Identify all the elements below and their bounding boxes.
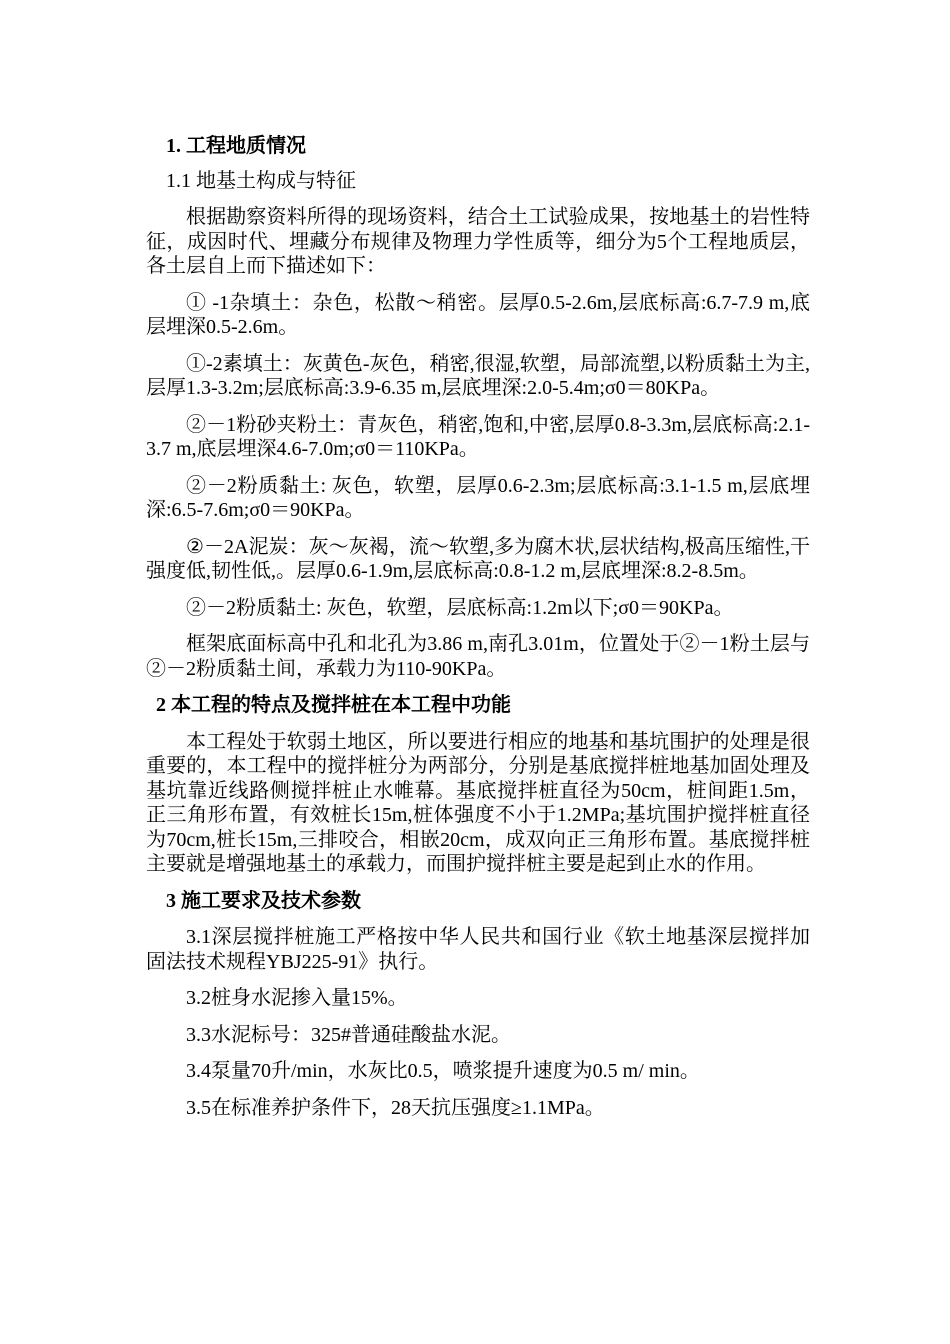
section-3-heading: 3 施工要求及技术参数 [166,889,361,912]
paragraph: 3.1深层搅拌桩施工严格按中华人民共和国行业《软土地基深层搅拌加固法技术规程YBJ225-91》执行。 [146,926,810,973]
paragraph: ②－2粉质黏土: 灰色，软塑，层厚0.6-2.3m;层底标高:3.1-1.5 m,层底埋深:6.5-7.6m;σ0＝90KPa。 [146,474,810,521]
paragraph: 根据勘察资料所得的现场资料，结合土工试验成果，按地基土的岩性特征，成因时代、埋藏分布规律及物理力学性质等，细分为5个工程地质层，各土层自上而下描述如下： [146,206,810,277]
paragraph: ① -1杂填土：杂色，松散～稍密。层厚0.5-2.6m,层底标高:6.7-7.9 m,底层埋深0.5-2.6m。 [146,291,810,338]
paragraph: 3.4泵量70升/min，水灰比0.5，喷浆提升速度为0.5 m/ min。 [186,1060,700,1082]
paragraph: ②－2A泥炭：灰～灰褐，流～软塑,多为腐木状,层状结构,极高压缩性,干强度低,韧性低,。层厚0.6-1.9m,层底标高:0.8-1.2 m,层底埋深:8.2-8.5m。 [146,535,810,582]
paragraph: ②－2粉质黏土: 灰色，软塑，层底标高:1.2m以下;σ0＝90KPa。 [186,596,734,619]
paragraph: ②－1粉砂夹粉土：青灰色，稍密,饱和,中密,层厚0.8-3.3m,层底标高:2.1-3.7 m,底层埋深4.6-7.0m;σ0＝110KPa。 [146,413,810,460]
section-1-1-heading: 1.1 地基土构成与特征 [166,169,356,192]
paragraph: 3.2桩身水泥掺入量15%。 [186,987,408,1009]
paragraph: 3.3水泥标号：325#普通硅酸盐水泥。 [186,1023,511,1046]
section-1-heading: 1. 工程地质情况 [166,135,306,157]
paragraph: 框架底面标高中孔和北孔为3.86 m,南孔3.01m，位置处于②－1粉土层与②－2粉质黏土间，承载力为110-90KPa。 [146,633,810,680]
paragraph: 3.5在标准养护条件下，28天抗压强度≥1.1MPa。 [186,1096,605,1119]
paragraph: ①-2素填土：灰黄色-灰色，稍密,很湿,软塑，局部流塑,以粉质黏土为主, 层厚1.3-3.2m;层底标高:3.9-6.35 m,层底埋深:2.0-5.4m;σ0＝80KPa。 [146,352,810,399]
paragraph: 本工程处于软弱土地区，所以要进行相应的地基和基坑围护的处理是很重要的，本工程中的搅拌桩分为两部分，分别是基底搅拌桩地基加固处理及基坑靠近线路侧搅拌桩止水帷幕。基底搅拌桩直径为50cm，桩间距1.5m，正三角形布置，有效桩长15m,桩体强度不小于1.2MPa;基坑围护搅拌桩直径为70cm,桩长15m,三排咬合，相嵌20cm，成双向正三角形布置。基底搅拌桩主要就是增强地基土的承载力，而围护搅拌桩主要是起到止水的作用。 [146,730,810,875]
document-page [146,134,810,1132]
section-2-heading: 2 本工程的特点及搅拌桩在本工程中功能 [156,694,511,716]
